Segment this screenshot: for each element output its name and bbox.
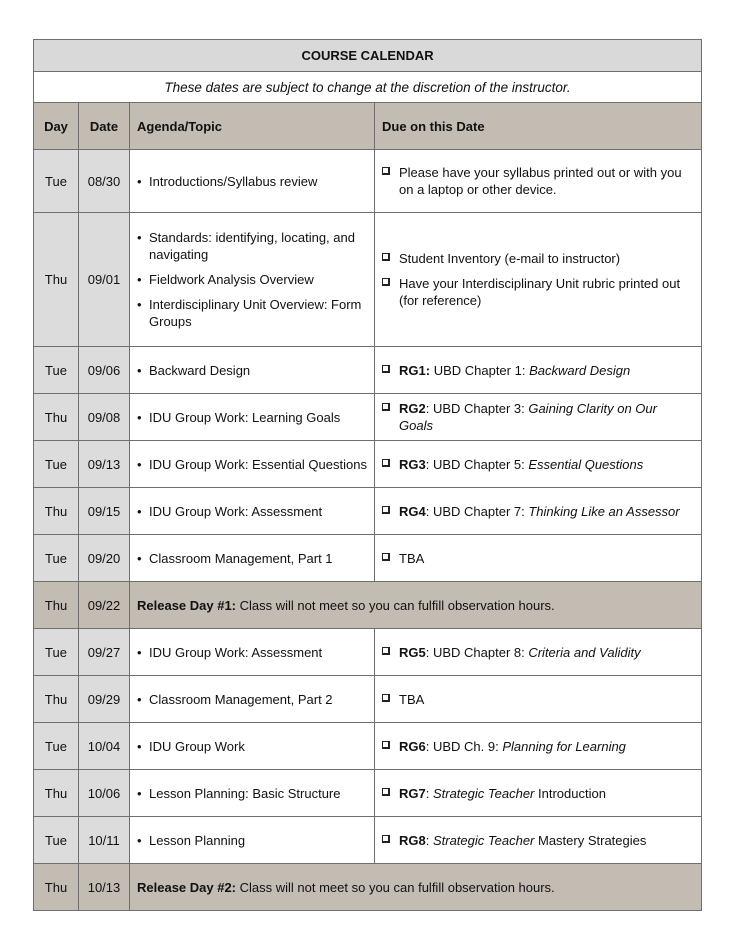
day-cell: Thu [34,394,79,441]
table-row [34,394,702,441]
release-day-label: Release Day #1: [137,597,237,613]
topic-list [137,550,367,567]
release-day-text: Class will not meet so you can fulfill observation hours. [236,879,555,895]
table-row [34,723,702,770]
label-separator: : [425,503,433,519]
due-text: UBD Chapter 7: [432,503,529,519]
day-cell: Tue [34,535,79,582]
table-row [34,770,702,817]
topic-item: • Standards: identifying, locating, and navigating [149,229,367,263]
due-text: UBD Chapter 8: [432,644,529,660]
topic-list [137,738,367,755]
table-row [34,213,702,347]
due-item [382,832,694,849]
due-cell [375,770,702,817]
due-title: Strategic Teacher [432,785,535,801]
due-text: TBA [399,550,425,566]
topic-item: • IDU Group Work: Essential Questions [149,456,367,473]
day-cell: Thu [34,770,79,817]
reading-guide-label: RG1: [399,362,431,378]
label-separator: : [425,456,433,472]
due-title: Criteria and Validity [528,644,641,660]
reading-guide-label: RG7 [399,785,426,801]
release-day-cell [130,864,702,911]
table-row [34,535,702,582]
topic-list [137,691,367,708]
day-cell: Thu [34,582,79,629]
header-day: Day [34,103,79,150]
topic-item: • Lesson Planning: Basic Structure [149,785,367,802]
checkbox-icon [382,167,390,175]
topic-item: • Lesson Planning [149,832,367,849]
topic-cell [130,535,375,582]
topic-item: • Backward Design [149,362,367,379]
due-cell [375,817,702,864]
due-text: Have your Interdisciplinary Unit rubric printed out (for reference) [399,276,681,308]
topic-cell [130,213,375,347]
header-due: Due on this Date [375,103,702,150]
checkbox-icon [382,694,390,702]
date-cell: 09/29 [79,676,130,723]
due-item [382,503,694,520]
due-item [382,362,694,379]
header-date: Date [79,103,130,150]
topic-item: • Interdisciplinary Unit Overview: Form Groups [149,296,367,330]
date-cell: 09/27 [79,629,130,676]
due-item [382,275,694,309]
due-text: UBD Chapter 5: [432,456,529,472]
date-cell: 09/06 [79,347,130,394]
reading-guide-label: RG2 [399,401,426,416]
day-cell: Tue [34,723,79,770]
due-item [382,250,694,267]
topic-cell [130,723,375,770]
checkbox-icon [382,835,390,843]
calendar-disclaimer: These dates are subject to change at the discretion of the instructor. [34,72,702,103]
date-cell: 09/20 [79,535,130,582]
day-cell: Thu [34,864,79,911]
due-cell [375,441,702,488]
release-day-cell [130,582,702,629]
day-cell: Thu [34,488,79,535]
day-cell: Tue [34,817,79,864]
course-calendar-table [33,39,702,911]
topic-list [137,229,367,330]
topic-list [137,832,367,849]
date-cell: 09/01 [79,213,130,347]
due-text: UBD Ch. 9: [432,738,503,754]
topic-list [137,173,367,190]
date-cell: 09/08 [79,394,130,441]
topic-cell [130,394,375,441]
checkbox-icon [382,278,390,286]
topic-cell [130,488,375,535]
topic-item: • Classroom Management, Part 1 [149,550,367,567]
checkbox-icon [382,741,390,749]
topic-item: • IDU Group Work: Assessment [149,503,367,520]
date-cell: 09/13 [79,441,130,488]
due-cell [375,213,702,347]
topic-cell [130,347,375,394]
reading-guide-label: RG6 [399,738,426,754]
checkbox-icon [382,365,390,373]
label-separator: : [425,738,433,754]
topic-item: • Classroom Management, Part 2 [149,691,367,708]
release-day-text: Class will not meet so you can fulfill observation hours. [236,597,555,613]
date-cell: 10/13 [79,864,130,911]
due-text: Please have your syllabus printed out or with you on a laptop or other device. [399,165,682,197]
due-cell [375,676,702,723]
day-cell: Tue [34,441,79,488]
header-row [34,103,702,150]
header-topic: Agenda/Topic [130,103,375,150]
due-item [382,785,694,802]
topic-list [137,409,367,426]
due-cell [375,629,702,676]
due-title: Essential Questions [528,456,644,472]
day-cell: Tue [34,150,79,213]
topic-list [137,362,367,379]
topic-item: • IDU Group Work: Learning Goals [149,409,367,426]
table-row [34,864,702,911]
due-cell [375,535,702,582]
checkbox-icon [382,647,390,655]
topic-cell [130,150,375,213]
due-cell [375,394,702,441]
date-cell: 09/15 [79,488,130,535]
due-cell [375,347,702,394]
topic-item: • Introductions/Syllabus review [149,173,367,190]
reading-guide-label: RG8 [399,832,426,848]
table-row [34,629,702,676]
day-cell: Tue [34,629,79,676]
due-title: Planning for Learning [502,738,626,754]
calendar-title: COURSE CALENDAR [34,40,702,72]
release-day-label: Release Day #2: [137,879,237,895]
date-cell: 08/30 [79,150,130,213]
day-cell: Thu [34,213,79,347]
checkbox-icon [382,403,390,411]
checkbox-icon [382,459,390,467]
topic-cell [130,676,375,723]
checkbox-icon [382,253,390,261]
due-item [382,691,694,708]
topic-list [137,503,367,520]
day-cell: Tue [34,347,79,394]
due-cell [375,488,702,535]
topic-item: • IDU Group Work: Assessment [149,644,367,661]
due-title: Strategic Teacher [432,832,535,848]
due-text: Student Inventory (e-mail to instructor) [399,251,621,266]
due-cell [375,723,702,770]
due-text-suffix: Introduction [534,785,606,801]
table-row [34,150,702,213]
table-row [34,676,702,723]
date-cell: 10/06 [79,770,130,817]
table-row [34,817,702,864]
topic-list [137,456,367,473]
topic-item: • IDU Group Work [149,738,367,755]
label-separator: : [425,401,433,416]
topic-item: • Fieldwork Analysis Overview [149,271,367,288]
due-text: UBD Chapter 1: [433,362,530,378]
day-cell: Thu [34,676,79,723]
due-item [382,400,694,434]
label-separator: : [425,644,433,660]
table-row [34,347,702,394]
table-row [34,441,702,488]
reading-guide-label: RG5 [399,644,426,660]
topic-cell [130,770,375,817]
table-row [34,582,702,629]
checkbox-icon [382,553,390,561]
table-row [34,488,702,535]
label-separator: : [425,785,433,801]
date-cell: 09/22 [79,582,130,629]
checkbox-icon [382,506,390,514]
due-item [382,456,694,473]
due-item [382,550,694,567]
topic-list [137,785,367,802]
label-separator: : [425,832,433,848]
due-title: Gaining Clarity on Our Goals [399,401,657,433]
due-title: Thinking Like an Assessor [528,503,680,519]
due-item [382,644,694,661]
date-cell: 10/11 [79,817,130,864]
due-item [382,738,694,755]
date-cell: 10/04 [79,723,130,770]
due-text: TBA [399,691,425,707]
due-text: UBD Chapter 3: [432,401,529,416]
due-cell [375,150,702,213]
due-title: Backward Design [529,362,631,378]
topic-cell [130,441,375,488]
topic-cell [130,817,375,864]
due-text-suffix: Mastery Strategies [534,832,647,848]
checkbox-icon [382,788,390,796]
topic-cell [130,629,375,676]
due-item [382,164,694,198]
topic-list [137,644,367,661]
reading-guide-label: RG3 [399,456,426,472]
reading-guide-label: RG4 [399,503,426,519]
